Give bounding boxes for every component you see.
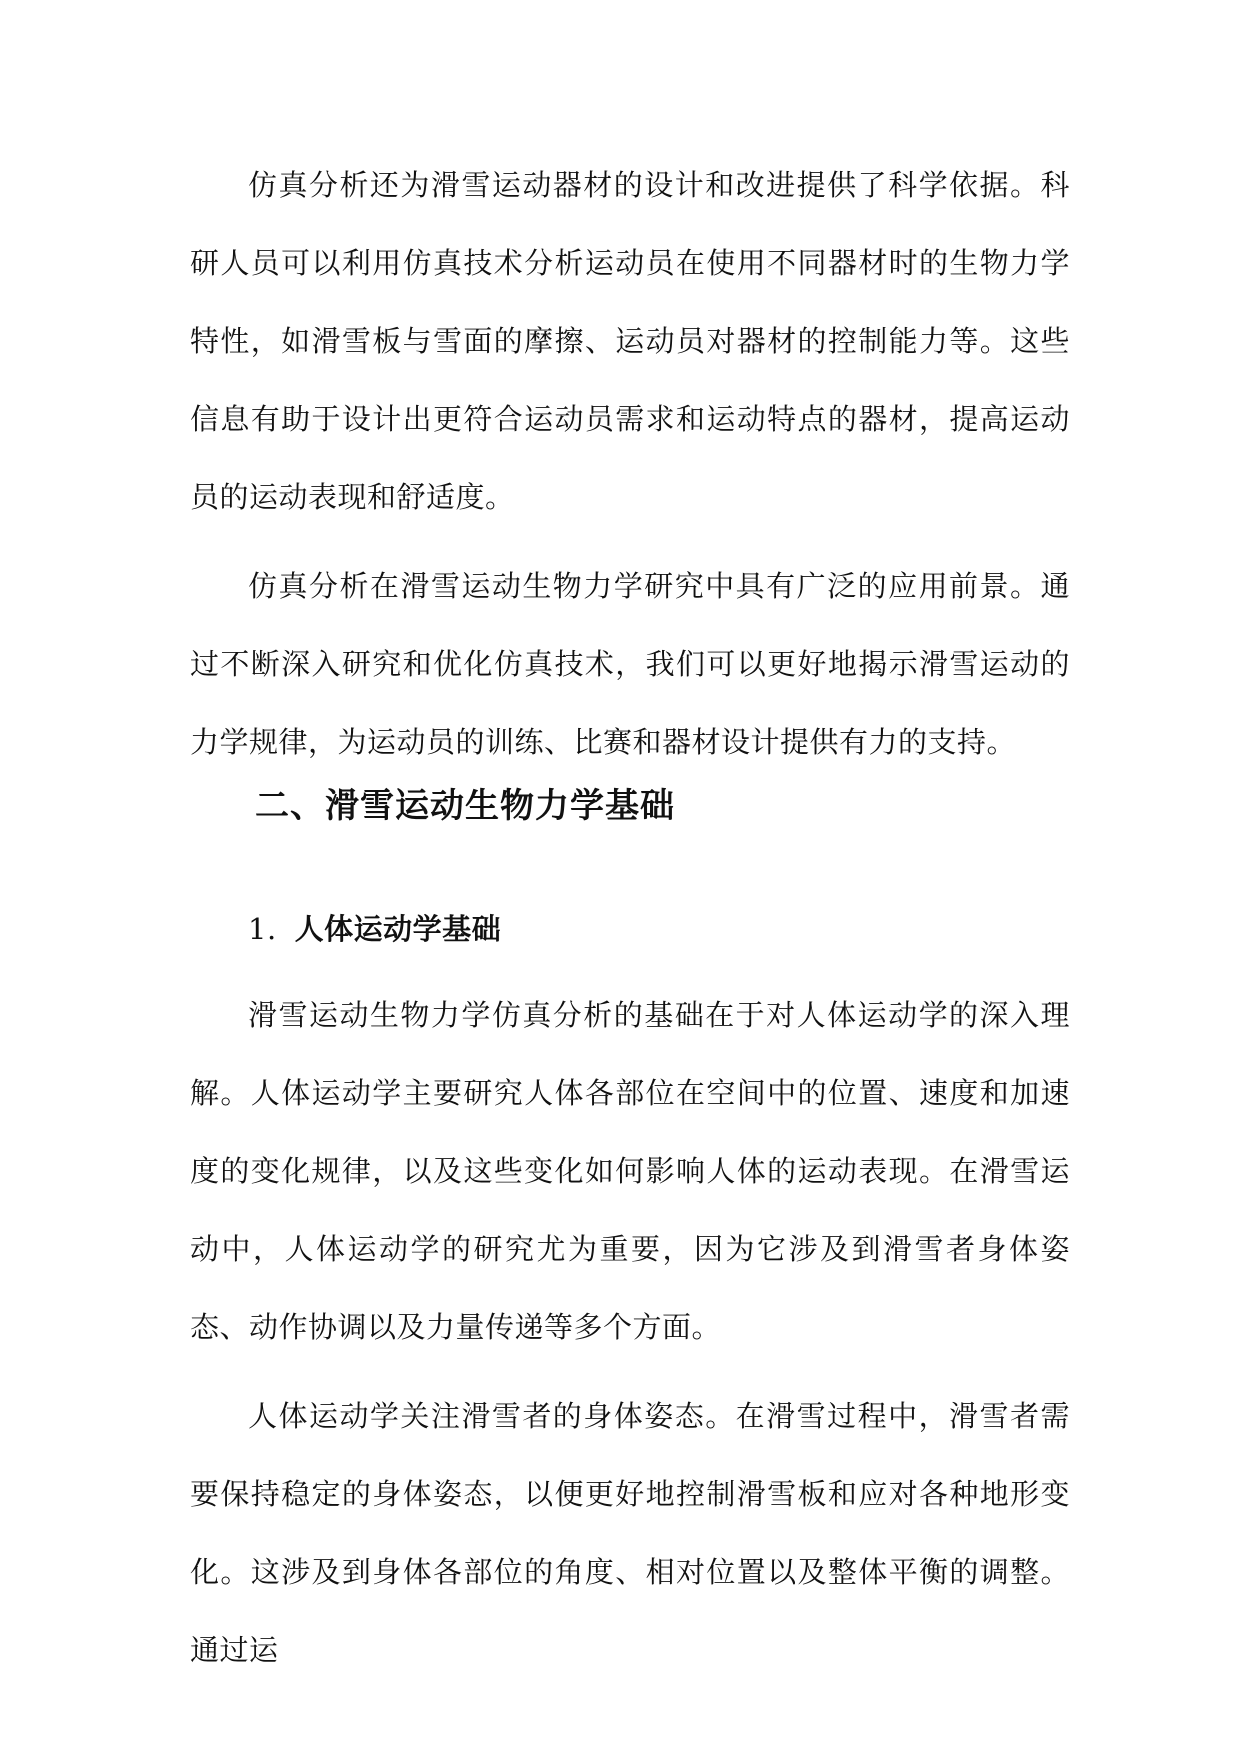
paragraph-body-posture: 人体运动学关注滑雪者的身体姿态。在滑雪过程中，滑雪者需要保持稳定的身体姿态，以便更好地控制滑雪板和应对各种地形变化。这涉及到身体各部位的角度、相对位置以及整体平衡的调整。通过运	[190, 1399, 1070, 1667]
paragraph-kinematics-basis: 滑雪运动生物力学仿真分析的基础在于对人体运动学的深入理解。人体运动学主要研究人体各部位在空间中的位置、速度和加速度的变化规律，以及这些变化如何影响人体的运动表现。在滑雪运动中，人体运动学的研究尤为重要，因为它涉及到滑雪者身体姿态、动作协调以及力量传递等多个方面。	[190, 998, 1070, 1344]
subsection-number: 1.	[248, 912, 277, 946]
section-heading: 二、滑雪运动生物力学基础	[255, 786, 675, 826]
subsection-title: 人体运动学基础	[294, 912, 502, 946]
subsection-heading	[248, 909, 501, 949]
body-text-top	[190, 146, 1070, 792]
paragraph-equipment-design: 仿真分析还为滑雪运动器材的设计和改进提供了科学依据。科研人员可以利用仿真技术分析运动员在使用不同器材时的生物力学特性，如滑雪板与雪面的摩擦、运动员对器材的控制能力等。这些信息有助于设计出更符合运动员需求和运动特点的器材，提高运动员的运动表现和舒适度。	[190, 168, 1070, 514]
body-text-bottom	[190, 976, 1070, 1700]
paragraph-application-prospects: 仿真分析在滑雪运动生物力学研究中具有广泛的应用前景。通过不断深入研究和优化仿真技术，我们可以更好地揭示滑雪运动的力学规律，为运动员的训练、比赛和器材设计提供有力的支持。	[190, 569, 1070, 759]
